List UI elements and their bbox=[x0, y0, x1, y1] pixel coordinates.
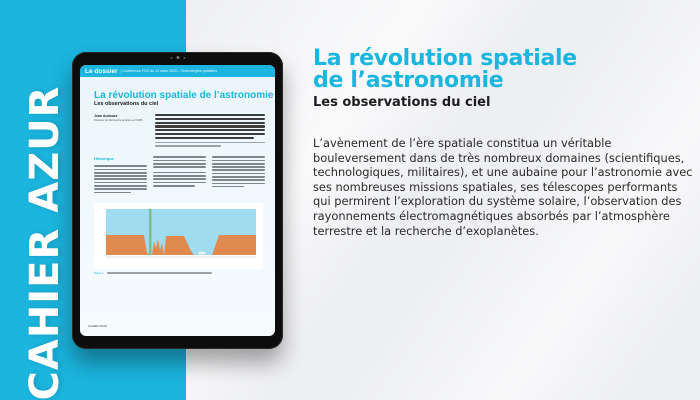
figure-caption bbox=[94, 272, 263, 275]
article-body: L’avènement de l’ère spatiale constitua un véritable bouleversement dans de très nombreux domaines (scientifiques, technologiques, militaires), et une aubaine pour l’astronomie avec ses nombreuses missions spatiales, ses télescopes performants qui permirent l’exploration du système solaire, l’observation des rayonnements électromagnétiques absorbés par l’atmosphère terrestre et la recherche d’exoplanètes. bbox=[313, 136, 693, 238]
article-title: La révolution spatiale de l’astronomie bbox=[313, 46, 577, 93]
tablet-screen bbox=[80, 65, 275, 336]
author-name: Jean Audouze bbox=[94, 114, 118, 118]
author-block bbox=[94, 114, 149, 148]
author-role: Directeur de Recherche émérite au CNRS bbox=[94, 119, 143, 122]
camera-icon bbox=[170, 56, 185, 59]
brand-vertical-label: CAHIER AZUR bbox=[22, 85, 68, 400]
lead-paragraph bbox=[155, 114, 265, 148]
article-subtitle: Les observations du ciel bbox=[313, 95, 491, 110]
figure-atmospheric-absorption bbox=[94, 203, 263, 269]
document-intro bbox=[94, 114, 265, 148]
section-heading: Historique bbox=[94, 156, 114, 162]
document-section-tag: Le dossier bbox=[85, 67, 118, 75]
document-body-columns bbox=[94, 156, 265, 195]
figure-label: Figure 1 bbox=[94, 271, 104, 275]
column-2 bbox=[153, 156, 206, 195]
column-1 bbox=[94, 156, 147, 195]
document-subtitle: Les observations du ciel bbox=[94, 101, 159, 107]
document-header bbox=[80, 65, 275, 77]
document-title: La révolution spatiale de l’astronomie bbox=[94, 90, 274, 101]
document-footer: CAHIER AZUR bbox=[88, 324, 107, 328]
column-3 bbox=[212, 156, 265, 195]
tablet-mockup bbox=[72, 52, 283, 349]
document-header-subtitle: | Conférence FDS du 11 mars 2020 – Technologies spatiales bbox=[120, 69, 218, 73]
